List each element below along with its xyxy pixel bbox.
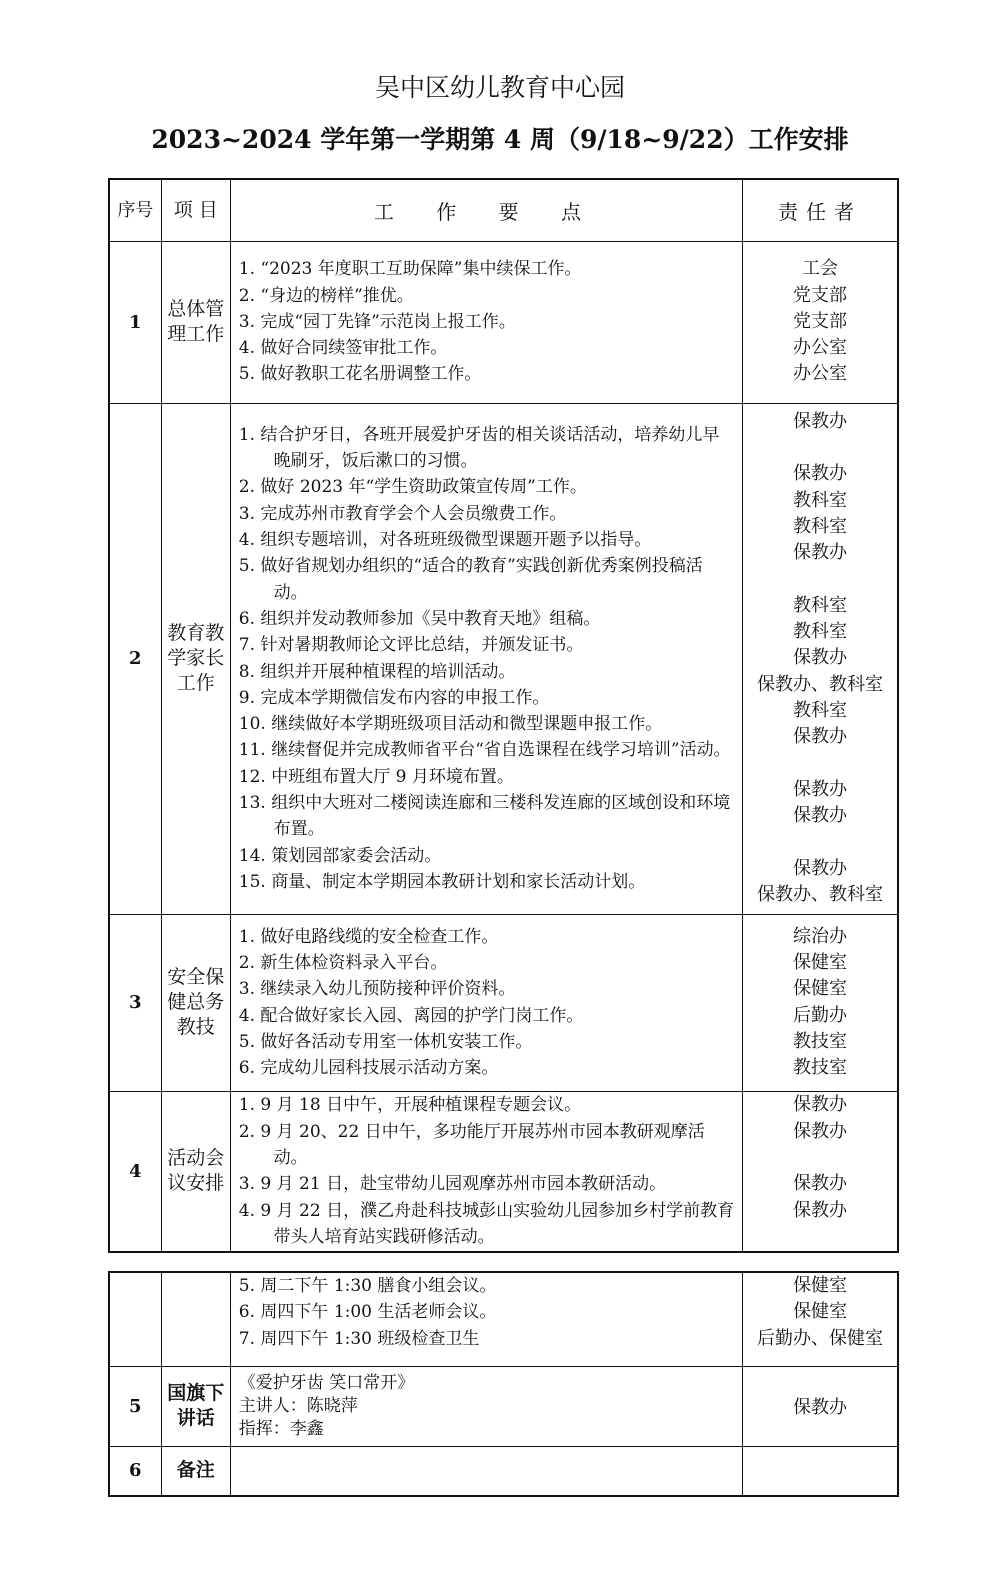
responsible-party: 保教办: [793, 410, 848, 432]
section-item: 安全保健总务教技: [161, 914, 230, 1091]
responsible-party: 教科室: [793, 594, 848, 616]
section-item: 教育教学家长工作: [161, 403, 230, 914]
task-item: 9. 完成本学期微信发布内容的申报工作。: [238, 687, 550, 708]
task-item: 5. 周二下午 1:30 膳食小组会议。: [238, 1276, 497, 1296]
task-item: 15. 商量、制定本学期园本教研计划和家长活动计划。: [238, 871, 646, 892]
responsible-party: 保健室: [793, 951, 848, 973]
task-item: 8. 组织并开展种植课程的培训活动。: [238, 661, 516, 682]
task-item: 1. 结合护牙日，各班开展爱护牙齿的相关谈话活动，培养幼儿早晚刷牙，饭后漱口的习惯。: [238, 424, 720, 472]
section-no: 1: [109, 241, 161, 403]
responsible-party: 保教办: [793, 778, 848, 800]
responsible-party: 保教办: [793, 805, 848, 827]
responsible-party: 保教办、教科室: [757, 884, 884, 906]
task-item: 11. 继续督促并完成教师省平台“省自选课程在线学习培训”活动。: [238, 740, 731, 761]
section-item: 总体管理工作: [161, 241, 230, 403]
section-item: 备注: [161, 1446, 230, 1496]
responsible-party: 后勤办、保健室: [757, 1327, 884, 1349]
responsible-party: 教技室: [793, 1057, 848, 1079]
responsible-party: 教科室: [793, 621, 848, 643]
task-item: 2. 新生体检资料录入平台。: [238, 952, 448, 973]
responsible-party: 教科室: [793, 515, 848, 537]
section-no: 2: [109, 403, 161, 914]
talk-conductor: 指挥：李鑫: [238, 1418, 324, 1439]
section-no: 6: [109, 1446, 161, 1496]
header-key-points: 工 作 要 点: [230, 179, 742, 241]
responsible-party: 党支部: [793, 310, 848, 332]
section-row-2: [109, 403, 898, 914]
task-item: 3. 完成“园丁先锋”示范岗上报工作。: [238, 311, 516, 332]
responsible-party: 办公室: [793, 337, 848, 359]
task-item: 2. “身边的榜样”推优。: [238, 285, 414, 306]
section-no: 5: [109, 1366, 161, 1446]
section-no: 3: [109, 914, 161, 1091]
flag-talk-details: [230, 1366, 742, 1446]
task-item: 4. 9 月 22 日，濮乙舟赴科技城彭山实验幼儿园参加乡村学前教育带头人培育站实践研修活动。: [238, 1200, 735, 1247]
section-row-6: [109, 1446, 898, 1496]
task-item: 5. 做好省规划办组织的“适合的教育”实践创新优秀案例投稿活动。: [238, 556, 703, 603]
task-item: 5. 做好教职工花名册调整工作。: [238, 364, 482, 385]
document-title: 2023~2024 学年第一学期第 4 周（9/18~9/22）工作安排: [151, 125, 849, 154]
responsible-party: 教技室: [793, 1030, 848, 1052]
task-item: 3. 继续录入幼儿预防接种评价资料。: [238, 979, 516, 1000]
responsible-party: 办公室: [793, 363, 848, 385]
remarks-responsible: [743, 1446, 898, 1496]
section-tasks: [230, 1091, 742, 1252]
task-item: 6. 周四下午 1:00 生活老师会议。: [238, 1302, 497, 1323]
task-item: 2. 9 月 20、22 日中午，多功能厅开展苏州市园本教研观摩活动。: [238, 1121, 705, 1168]
task-item: 2. 做好 2023 年“学生资助政策宣传周”工作。: [238, 477, 587, 498]
org-name: 吴中区幼儿教育中心园: [374, 73, 625, 102]
task-item: 7. 周四下午 1:30 班级检查卫生: [238, 1328, 480, 1349]
header-responsible: 责任者: [743, 179, 898, 241]
talk-speaker: 主讲人：陈晓萍: [238, 1395, 358, 1416]
section-row-5: [109, 1366, 898, 1446]
responsible-party: 教科室: [793, 489, 848, 511]
responsible-party: 保教办: [793, 857, 848, 879]
task-item: 6. 完成幼儿园科技展示活动方案。: [238, 1058, 499, 1079]
section-item: 国旗下讲话: [161, 1366, 230, 1446]
work-schedule-table-continued: [108, 1271, 899, 1497]
section-item: [161, 1272, 230, 1366]
task-item: 14. 策划园部家委会活动。: [238, 845, 442, 866]
section-row-1: [109, 241, 898, 403]
section-item: 活动会议安排: [161, 1091, 230, 1252]
section-no: 4: [109, 1091, 161, 1252]
responsible-party: 教科室: [793, 699, 848, 721]
responsible-party: 保健室: [793, 1301, 848, 1323]
section-responsible: [743, 241, 898, 403]
remarks-content: [230, 1446, 742, 1496]
task-item: 6. 组织并发动教师参加《吴中教育天地》组稿。: [238, 608, 601, 629]
table-header-row: [109, 179, 898, 241]
task-item: 4. 配合做好家长入园、离园的护学门岗工作。: [238, 1005, 584, 1026]
responsible-party: 综治办: [793, 925, 848, 947]
task-item: 12. 中班组布置大厅 9 月环境布置。: [238, 766, 514, 787]
task-item: 10. 继续做好本学期班级项目活动和微型课题申报工作。: [238, 714, 663, 735]
task-item: 3. 完成苏州市教育学会个人会员缴费工作。: [238, 503, 567, 524]
task-item: 3. 9 月 21 日，赴宝带幼儿园观摩苏州市园本教研活动。: [238, 1174, 667, 1195]
section-tasks: [230, 1272, 742, 1366]
task-item: 7. 针对暑期教师论文评比总结，并颁发证书。: [238, 635, 584, 656]
responsible-party: 保教办: [793, 463, 848, 485]
section-responsible: [743, 1091, 898, 1252]
responsible-party: 保健室: [793, 978, 848, 1000]
responsible-party: 后勤办: [793, 1004, 848, 1026]
header-no: 序号: [109, 179, 161, 241]
talk-topic: 《爱护牙齿 笑口常开》: [238, 1372, 415, 1393]
responsible-party: 保教办: [793, 542, 848, 564]
responsible-party: 保教办: [793, 1173, 848, 1195]
section-tasks: [230, 403, 742, 914]
task-item: 1. 9 月 18 日中午，开展种植课程专题会议。: [238, 1095, 582, 1116]
responsible-party: 保教办: [793, 1120, 848, 1142]
task-item: 13. 组织中大班对二楼阅读连廊和三楼科发连廊的区域创设和环境布置。: [238, 792, 731, 840]
task-item: 4. 组织专题培训，对各班班级微型课题开题予以指导。: [238, 530, 652, 551]
responsible-party: 党支部: [793, 284, 848, 306]
header-item: 项 目: [161, 179, 230, 241]
responsible-party: 保教办: [743, 1366, 898, 1446]
section-tasks: [230, 241, 742, 403]
task-item: 1. 做好电路线缆的安全检查工作。: [238, 926, 499, 947]
responsible-party: 工会: [802, 258, 839, 280]
responsible-party: 保教办: [793, 647, 848, 669]
section-no: [109, 1272, 161, 1366]
section-responsible: [743, 1272, 898, 1366]
section-tasks: [230, 914, 742, 1091]
section-responsible: [743, 914, 898, 1091]
task-item: 4. 做好合同续签审批工作。: [238, 338, 448, 359]
responsible-party: 保教办: [793, 726, 848, 748]
section-responsible: [743, 403, 898, 914]
work-schedule-table: [108, 178, 899, 1253]
continuation-row: [109, 1272, 898, 1366]
responsible-party: 保教办、教科室: [757, 673, 884, 695]
task-item: 5. 做好各活动专用室一体机安装工作。: [238, 1031, 533, 1052]
section-row-3: [109, 914, 898, 1091]
responsible-party: 保健室: [793, 1275, 848, 1296]
responsible-party: 保教办: [793, 1094, 848, 1116]
task-item: 1. “2023 年度职工互助保障”集中续保工作。: [238, 259, 582, 280]
section-row-4: [109, 1091, 898, 1252]
responsible-party: 保教办: [793, 1199, 848, 1221]
